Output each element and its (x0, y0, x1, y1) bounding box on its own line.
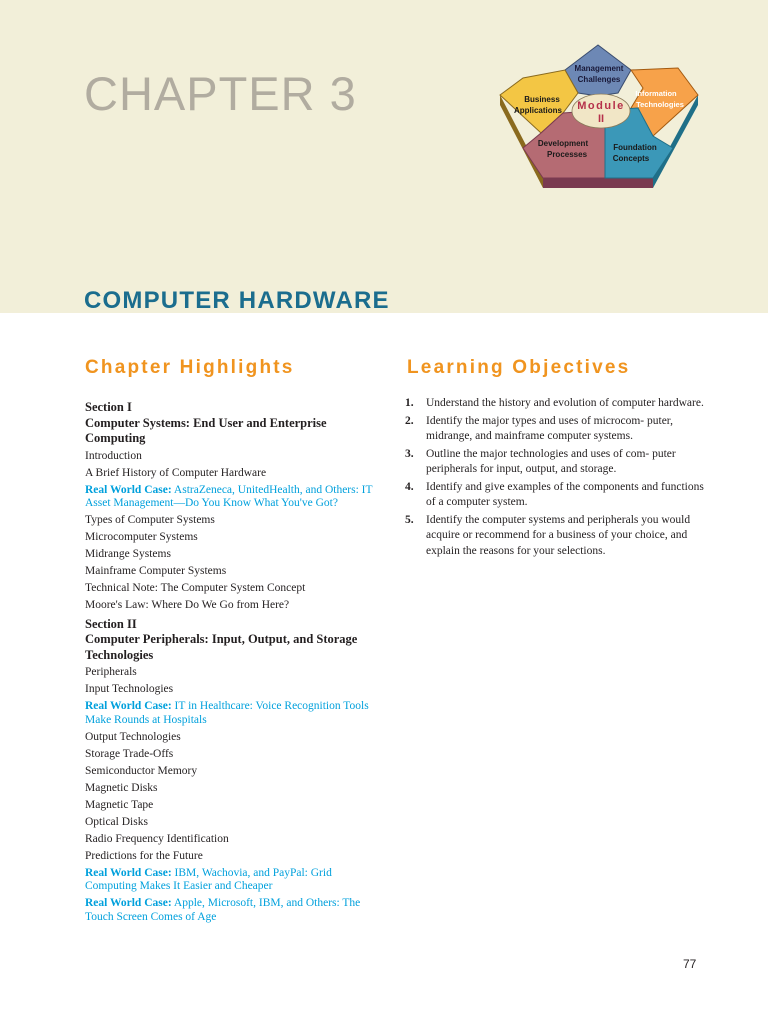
highlight-item: Midrange Systems (85, 548, 171, 560)
objective-text: Outline the major technologies and uses of com- puter peripherals for input, output, and storage. (426, 447, 676, 475)
objective-number: 5. (405, 513, 414, 526)
label-module-line2: II (597, 113, 605, 125)
highlight-item: Introduction (85, 449, 142, 462)
real-world-case (85, 484, 375, 511)
case-text: AstraZeneca, UnitedHealth, and Others: IT Asset Management—Do You Know What You've Got? (85, 483, 373, 509)
case-label: Real World Case: (85, 483, 172, 496)
learning-objectives-heading: Learning Objectives (407, 357, 631, 378)
chapter-highlights-heading: Chapter Highlights (85, 357, 295, 378)
label-business-line1: Business (524, 95, 560, 104)
objective-item (405, 513, 705, 560)
case-text: IT in Healthcare: Voice Recognition Tools Make Rounds at Hospitals (85, 700, 369, 726)
section-title: Computer Systems: End User and Enterprise Computing (85, 415, 327, 445)
objective-item (405, 447, 705, 478)
objective-number: 1. (405, 397, 414, 409)
highlight-item: Types of Computer Systems (85, 514, 215, 526)
objective-number: 3. (405, 447, 414, 460)
highlight-item: Magnetic Tape (85, 798, 154, 811)
real-world-case (85, 700, 375, 727)
label-development-line1: Development (537, 139, 589, 148)
objective-number: 4. (405, 480, 414, 493)
chapter-title: COMPUTER HARDWARE (84, 287, 390, 314)
highlight-item: Storage Trade-Offs (85, 747, 174, 760)
objective-item (405, 414, 705, 445)
learning-objectives-list (405, 396, 705, 561)
highlight-item: Peripherals (85, 666, 137, 678)
section-title: Computer Peripherals: Input, Output, and Storage Technologies (85, 632, 358, 662)
highlight-item: Microcomputer Systems (85, 531, 198, 543)
objective-text: Identify the major types and uses of microcom- puter, midrange, and mainframe computer systems. (426, 414, 674, 442)
objective-number: 2. (405, 414, 414, 427)
section-label: Section II (85, 616, 137, 631)
section-label: Section I (85, 400, 132, 414)
highlight-item: Output Technologies (85, 730, 181, 743)
highlight-item: Predictions for the Future (85, 849, 203, 862)
highlight-item: Magnetic Disks (85, 781, 158, 794)
objective-text: Identify and give examples of the components and functions of a computer system. (426, 480, 704, 508)
label-information-line1: Information (635, 89, 677, 98)
highlight-item: Input Technologies (85, 683, 174, 695)
label-management-line1: Management (574, 64, 624, 73)
highlight-item: Mainframe Computer Systems (85, 565, 227, 577)
objective-text: Identify the computer systems and peripherals you would acquire or recommend for a business of your choice, and explain the reasons for your selections. (426, 513, 691, 557)
real-world-case (85, 897, 375, 924)
objective-item (405, 396, 705, 412)
highlight-item: Optical Disks (85, 815, 148, 828)
highlight-item: Technical Note: The Computer System Concept (85, 582, 306, 594)
case-label: Real World Case: (85, 866, 172, 879)
chapter-header (0, 0, 768, 313)
pentagon-base-bottom (543, 178, 653, 188)
highlight-item: Radio Frequency Identification (85, 832, 229, 845)
module-pentagon-graphic (493, 38, 703, 188)
label-business-line2: Applications (513, 106, 563, 115)
label-foundation-line2: Concepts (612, 154, 650, 163)
page-number: 77 (683, 957, 697, 971)
label-information-line2: Technologies (636, 100, 684, 109)
label-development-line2: Processes (546, 150, 588, 159)
case-label: Real World Case: (85, 700, 172, 712)
label-management-line2: Challenges (577, 75, 621, 84)
objective-text: Understand the history and evolution of computer hardware. (426, 397, 704, 409)
highlight-item: A Brief History of Computer Hardware (85, 466, 267, 479)
chapter-label: CHAPTER 3 (84, 67, 357, 120)
case-text: Apple, Microsoft, IBM, and Others: The Touch Screen Comes of Age (85, 897, 361, 923)
objective-item (405, 480, 705, 511)
chapter-highlights (85, 396, 375, 928)
highlight-item: Semiconductor Memory (85, 764, 198, 777)
highlight-item: Moore's Law: Where Do We Go from Here? (85, 599, 290, 611)
label-module-line1: Module (577, 100, 625, 112)
case-label: Real World Case: (85, 897, 172, 909)
case-text: IBM, Wachovia, and PayPal: Grid Computing Makes It Easier and Cheaper (85, 866, 332, 892)
label-foundation-line1: Foundation (613, 143, 657, 152)
real-world-case (85, 867, 375, 894)
